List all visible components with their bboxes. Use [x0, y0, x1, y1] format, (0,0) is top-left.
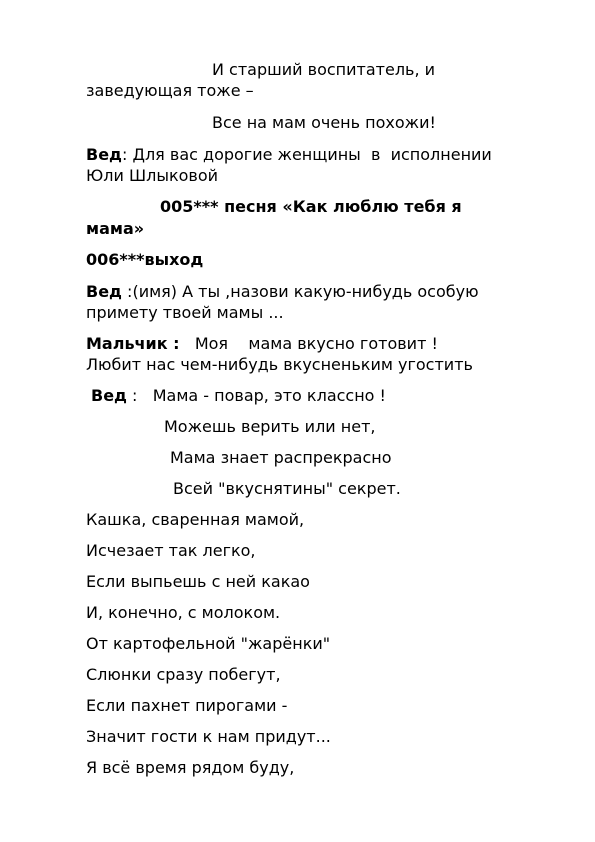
- verse-line: Слюнки сразу побегут,: [86, 665, 281, 684]
- text-line: примету твоей мамы ...: [86, 303, 284, 322]
- verse-line: Всей "вкуснятины" секрет.: [173, 479, 401, 498]
- speaker-text: :(имя) А ты ,назови какую-нибудь особую: [121, 282, 479, 301]
- speaker-text: Моя мама вкусно готовит !: [179, 334, 438, 353]
- verse-line: Мама знает распрекрасно: [170, 448, 392, 467]
- verse-line: Значит гости к нам придут...: [86, 727, 331, 746]
- verse-line: От картофельной "жарёнки": [86, 634, 331, 653]
- speaker-label: Вед: [91, 386, 127, 405]
- cue-line: 006***выход: [86, 250, 204, 269]
- verse-line: И, конечно, с молоком.: [86, 603, 281, 622]
- speaker-text: : Мама - повар, это классно !: [126, 386, 386, 405]
- verse-line: Можешь верить или нет,: [164, 417, 376, 436]
- speaker-label: Вед: [86, 282, 122, 301]
- text-line: Любит нас чем-нибудь вкусненьким угостить: [86, 355, 473, 374]
- text-line: заведующая тоже –: [86, 81, 254, 100]
- verse-line: Если пахнет пирогами -: [86, 696, 288, 715]
- speaker-line: [86, 145, 492, 165]
- speaker-text: : Для вас дорогие женщины в исполнении: [121, 145, 492, 164]
- cue-line: 005*** песня «Как люблю тебя я: [160, 197, 462, 216]
- text-line: И старший воспитатель, и: [212, 60, 436, 79]
- speaker-line: [86, 282, 479, 302]
- verse-line: Если выпьешь с ней какао: [86, 572, 310, 591]
- verse-line: Кашка, сваренная мамой,: [86, 510, 305, 529]
- speaker-label: Вед: [86, 145, 122, 164]
- verse-line: Я всё время рядом буду,: [86, 758, 295, 777]
- speaker-line: [91, 386, 386, 406]
- cue-line: мама»: [86, 219, 145, 238]
- speaker-line: [86, 334, 438, 354]
- speaker-label: Мальчик :: [86, 334, 180, 353]
- text-line: Юли Шлыковой: [86, 166, 219, 185]
- verse-line: Исчезает так легко,: [86, 541, 256, 560]
- text-line: Все на мам очень похожи!: [212, 113, 436, 132]
